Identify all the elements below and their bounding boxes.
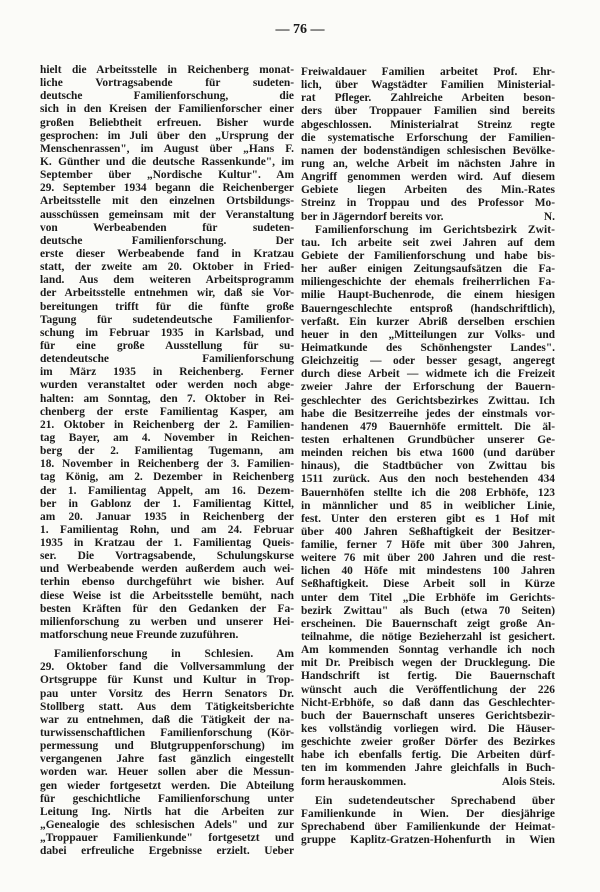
text-line: 29. September 1934 begann die Reichenberger	[40, 182, 294, 195]
text-run: Ich arbeite seit zwei Jahren auf dem	[320, 236, 555, 249]
text-line: Bauerngeschlechte entsproß (handschriftlich),	[301, 302, 555, 315]
text-line: testen erhaltenen Grundbücher unserer Ge-	[301, 433, 555, 446]
text-line: miliengeschichte der ehemals freiherrlichen Fa-	[301, 276, 555, 289]
text-line: pau unter Vorsitz des Herrn Senators Dr.	[40, 687, 294, 700]
text-line: bezirk Zwittau" als Buch (etwa 70 Seiten)	[301, 604, 555, 617]
text-line: teilnahme, die nötige Bezieherzahl ist gesichert.	[301, 631, 555, 644]
text-line: weitere 76 mit über 200 Jahren und die rest-	[301, 552, 555, 565]
text-line: rung an, welche Arbeit im nächsten Jahre in	[301, 157, 555, 170]
text-line: lich, über Wagstädter Familien Ministerial-	[301, 79, 555, 92]
text-line: Tagung für sudetendeutsche Familienfor-	[40, 313, 294, 326]
text-line: im März 1935 in Reichenberg. Ferner	[40, 366, 294, 379]
text-line: worden war. Heuer sollen aber die Messun-	[40, 766, 294, 779]
text-line: erste dieser Werbeabende fand in Kratzau	[40, 247, 294, 260]
page-number: — 76 —	[275, 22, 325, 37]
text-line: 21. Oktober in Reichenberg der 2. Familien-	[40, 418, 294, 431]
text-line: buch der Bauernschaft unseres Gerichtsbezir-	[301, 709, 555, 722]
text-line: unter dem Titel „Die Erbhöfe im Gerichts-	[301, 591, 555, 604]
section-heading: Familienkunde in Wien.	[301, 807, 449, 820]
text-line: Handschrift ist fertig. Die Bauernschaft	[301, 670, 555, 683]
text-line: deutsche Familienforschung, die	[40, 90, 294, 103]
text-line: Gebiete liegen Arbeiten des Min.-Rates	[301, 184, 555, 197]
section-heading: tau.	[301, 236, 321, 249]
text-line: 1. Familientag Rohn, und am 24. Februar	[40, 523, 294, 536]
text-line: namen der bodenständigen schlesischen Bevölke-	[301, 144, 555, 157]
paragraph	[301, 66, 555, 224]
text-line: großen Beliebtheit erfreuen. Bisher wurde	[40, 116, 294, 129]
text-line: verfaßt. Ein kurzer Abriß derselben erschien	[301, 315, 555, 328]
text-line: turwissenschaftlichen Familienforschung (Kör-	[40, 727, 294, 740]
text-line: milie Haupt-Buchenrode, die einem hiesigen	[301, 289, 555, 302]
text-line: kes vollständig vorliegen wird. Die Häuser-	[301, 723, 555, 736]
text-line: wurden veranstaltet oder werden noch abge-	[40, 379, 294, 392]
text-line: lichen 40 Höfe mit mindestens 100 Jahren	[301, 565, 555, 578]
text-line: gesprochen: im Juli über den „Ursprung der	[40, 129, 294, 142]
text-line: Gebiete der Familienforschung und habe bis-	[301, 249, 555, 262]
text-line: milienforschung zu werben und unserer Hei-	[40, 615, 294, 628]
text-line: Stollberg statt. Aus dem Tätigkeitsberichte	[40, 700, 294, 713]
text-line: schung im Februar 1935 in Karlsbad, und	[40, 326, 294, 339]
text-line: vergangenen Jahre fast gänzlich eingestellt	[40, 753, 294, 766]
text-line: ber in Gablonz der 1. Familientag Kittel,	[40, 497, 294, 510]
text-line: gruppe Kaplitz-Gratzen-Hohenfurth in Wien	[301, 834, 555, 847]
text-line: Nicht-Erbhöfe, so daß dann das Geschlechter-	[301, 696, 555, 709]
section-heading: Familienforschung im Gerichtsbezirk Zwit-	[315, 223, 555, 236]
text-line: hinaus), die Stadtbücher von Zwittau bis	[301, 460, 555, 473]
text-line: Am kommenden Sonntag verhandle ich noch	[301, 644, 555, 657]
text-line: 18. November in Reichenberg der 3. Familien-	[40, 458, 294, 471]
text-line: „Troppauer Familienkunde" fortgesetzt und	[40, 832, 294, 845]
text-line: besten Kräften für den Gedanken der Fa-	[40, 602, 294, 615]
text-line	[301, 237, 555, 250]
text-line: Arbeitsstelle mit den einzelnen Ortsbildungs-	[40, 195, 294, 208]
text-run: Der diesjährige	[448, 807, 555, 820]
text-line: diese Weise ist die Arbeitsstelle bemüht, nach	[40, 589, 294, 602]
text-line: mit Dr. Preibisch wegen der Drucklegung. Die	[301, 657, 555, 670]
text-line: handenen 479 Bauernhöfe ermittelt. Die äl-	[301, 420, 555, 433]
text-line: Heimatkunde des Schönhengster Landes".	[301, 341, 555, 354]
section-heading: Familienforschung in Schlesien.	[54, 648, 254, 661]
text-line: erscheinen. Die Bauernschaft zeigt große An-	[301, 617, 555, 630]
text-line: form herauskommen.	[301, 775, 407, 788]
text-line: permessung und Blutgruppenforschung) im	[40, 740, 294, 753]
paragraph	[301, 795, 555, 848]
text-line: über 400 Jahren Seßhaftigkeit der Besitzer-	[301, 525, 555, 538]
text-line: matforschung neue Freunde zuzuführen.	[40, 629, 239, 642]
text-line: berg der 2. Familientag Tugemann, am	[40, 445, 294, 458]
text-line: am 20. Januar 1935 in Reichenberg der	[40, 510, 294, 523]
text-line: hielt die Arbeitsstelle in Reichenberg monat-	[40, 64, 294, 76]
text-line: wünscht auch die Veröffentlichung der 226	[301, 683, 555, 696]
text-line: Menschenrassen", im August über „Hans F.	[40, 142, 294, 155]
paragraph	[301, 224, 555, 789]
text-line: für geschichtliche Familienforschung unter	[40, 792, 294, 805]
text-line: geschlechter des Gerichtsbezirkes Zwittau. Ich	[301, 394, 555, 407]
text-line: tag König, am 2. Dezember in Reichenberg	[40, 471, 294, 484]
text-line: Leitung Ing. Nirtls hat die Arbeiten zur	[40, 805, 294, 818]
text-line	[301, 808, 555, 821]
paragraph	[40, 648, 294, 858]
text-line: statt, der zweite am 20. Oktober in Fried-	[40, 261, 294, 274]
author-signature: N.	[543, 210, 555, 223]
text-line: familie, ferner 7 Höfe mit über 300 Jahren,	[301, 539, 555, 552]
text-line: zweier Jahre der Erforschung der Bauern-	[301, 381, 555, 394]
text-line: die systematische Erforschung der Familien-	[301, 131, 555, 144]
text-run: Am	[253, 648, 294, 661]
text-line: tag Bayer, am 4. November in Reichen-	[40, 431, 294, 444]
text-line: detendeutsche Familienforschung	[40, 353, 294, 366]
text-line: geschichte zweier großer Dörfer des Bezirkes	[301, 736, 555, 749]
text-line: terhin ebenso durchgeführt wie bisher. Auf	[40, 576, 294, 589]
text-line: 1935 in Kratzau der 1. Familientag Queis-	[40, 537, 294, 550]
left-column	[40, 64, 294, 858]
text-line: fest. Unter den ersteren gibt es 1 Hof mit	[301, 512, 555, 525]
text-line: Angriff genommen werden wird. Auf diesem	[301, 171, 555, 184]
text-line: ber in Jägerndorf bereits vor.	[301, 210, 444, 223]
text-line: halten: am Sonntag, den 7. Oktober in Rei-	[40, 392, 294, 405]
text-line: ten im kommenden Jahre gleichfalls in Buch-	[301, 762, 555, 775]
text-line: land. Aus dem weiteren Arbeitsprogramm	[40, 274, 294, 287]
text-line	[301, 211, 555, 224]
text-line: bereitungen trifft für die fünfte große	[40, 300, 294, 313]
text-line: Freiwaldauer Familien arbeitet Prof. Ehr-	[301, 66, 555, 78]
text-line: Streinz in Troppau und des Professor Mo-	[301, 197, 555, 210]
text-line: war zu entnehmen, daß die Tätigkeit der na-	[40, 713, 294, 726]
text-line	[301, 795, 555, 808]
text-line	[301, 224, 555, 237]
text-line: liche Vortragsabende für sudeten-	[40, 77, 294, 90]
text-line: habe die Besitzerreihe jedes der einstmals vor-	[301, 407, 555, 420]
author-signature: Alois Steis.	[501, 775, 555, 788]
text-line: dabei erfreuliche Ergebnisse erzielt. Ueber	[40, 845, 294, 858]
text-line: deutsche Familienforschung. Der	[40, 234, 294, 247]
text-line: durch diese Arbeit — widmete ich die Freizeit	[301, 368, 555, 381]
text-line: gen wieder fortgesetzt werden. Die Abteilung	[40, 779, 294, 792]
text-line: sich in den Kreisen der Familienforscher einer	[40, 103, 294, 116]
text-line: K. Günther und die deutsche Rassenkunde", im	[40, 155, 294, 168]
text-line	[40, 648, 294, 661]
text-line: 1511 zurück. Aus den noch bestehenden 434	[301, 473, 555, 486]
text-line: chenberg der erste Familientag Kasper, am	[40, 405, 294, 418]
text-line: Bauernhöfen stellte ich die 208 Erbhöfe, 123	[301, 486, 555, 499]
right-column	[301, 66, 555, 847]
text-line: der 1. Familientag Appelt, am 16. Dezem-	[40, 484, 294, 497]
text-line: von Werbeabenden für sudeten-	[40, 221, 294, 234]
text-line: habe ich ebenfalls fertig. Die Arbeiten dürf-	[301, 749, 555, 762]
text-line: und Werbeabende werden außerdem auch wei-	[40, 563, 294, 576]
text-line	[301, 776, 555, 789]
text-line: heuer in den „Mitteilungen zur Volks- und	[301, 328, 555, 341]
text-line: „Genealogie des schlesischen Adels" und zur	[40, 819, 294, 832]
text-line: Ortsgruppe für Kunst und Kultur in Trop-	[40, 674, 294, 687]
text-line: rat Pfleger. Zahlreiche Arbeiten beson-	[301, 92, 555, 105]
paragraph	[40, 64, 294, 642]
section-heading: Ein sudetendeutscher Sprechabend über	[315, 794, 555, 807]
text-line: meinden reichen bis etwa 1600 (und darüber	[301, 447, 555, 460]
text-line: der Arbeitsstelle entnehmen wir, daß sie Vor-	[40, 287, 294, 300]
text-line: Gleichzeitig — oder besser gesagt, angeregt	[301, 355, 555, 368]
text-line: September über „Nordische Kultur". Am	[40, 169, 294, 182]
text-line: abgeschlossen. Ministerialrat Streinz regte	[301, 118, 555, 131]
text-line: ser. Die Vortragsabende, Schulungskurse	[40, 550, 294, 563]
text-line: in männlicher und 85 in weiblicher Linie,	[301, 499, 555, 512]
text-line: 29. Oktober fand die Vollversammlung der	[40, 661, 294, 674]
text-line: ausschüssen gemeinsam mit der Veranstaltung	[40, 208, 294, 221]
text-line: für eine große Ausstellung für su-	[40, 339, 294, 352]
text-line: Seßhaftigkeit. Diese Arbeit soll in Kürze	[301, 578, 555, 591]
text-line: ders über Troppauer Familien sind bereits	[301, 105, 555, 118]
text-line: her außer einigen Zeitungsaufsätzen die Fa-	[301, 263, 555, 276]
text-line: Sprechabend über Familienkunde der Heimat-	[301, 821, 555, 834]
